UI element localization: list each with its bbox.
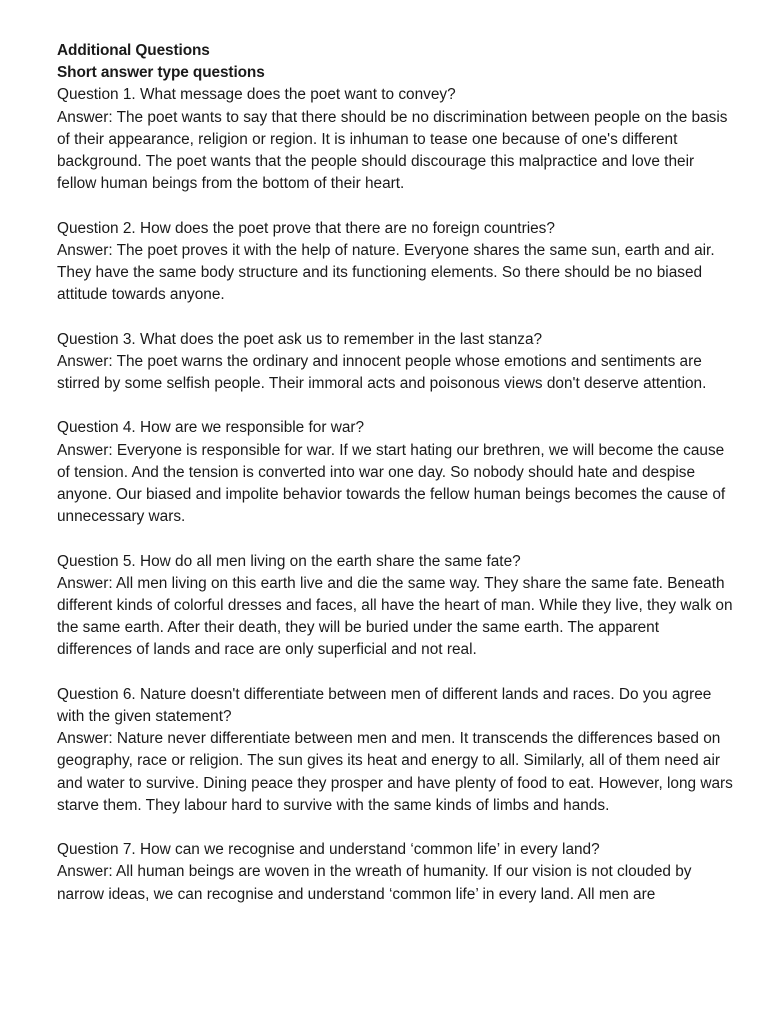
qa-item-1 — [57, 84, 737, 195]
document-title: Additional Questions — [57, 42, 210, 59]
qa-item-2 — [57, 218, 737, 307]
answer-text: Answer: The poet warns the ordinary and innocent people whose emotions and sentiments are stirred by some selfish people. Their immoral acts and poisonous views don't deserve attention. — [57, 352, 707, 393]
question-text: Question 5. How do all men living on the earth share the same fate? — [57, 552, 521, 570]
answer-text: Answer: The poet proves it with the help of nature. Everyone shares the same sun, earth and air. They have the same body structure and its functioning elements. So there should be no biased attitude towards anyone. — [57, 241, 715, 304]
question-text: Question 3. What does the poet ask us to remember in the last stanza? — [57, 330, 543, 348]
answer-text: Answer: Nature never differentiate between men and men. It transcends the differences based on geography, race or religion. The sun gives its heat and energy to all. Similarly, all of them need air and water to survive. Dining peace they prosper and have plenty of food to eat. However, long wars starve them. They labour hard to survive with the same kinds of limbs and hands. — [57, 730, 733, 814]
qa-item-6 — [57, 684, 737, 817]
answer-text: Answer: All human beings are woven in the wreath of humanity. If our vision is not clouded by narrow ideas, we can recognise and understand ‘common life’ in every land. All men are — [57, 863, 692, 903]
question-text: Question 4. How are we responsible for war? — [57, 419, 365, 437]
answer-text: Answer: The poet wants to say that there should be no discrimination between people on the basis of their appearance, religion or region. It is inhuman to tease one because of one's different background. The poet wants that the people should discourage this malpractice and love their fellow human beings from the bottom of their heart. — [57, 108, 728, 193]
question-text: Question 1. What message does the poet want to convey? — [57, 86, 456, 104]
section-subtitle: Short answer type questions — [57, 64, 265, 82]
qa-item-4 — [57, 417, 737, 528]
qa-item-5 — [57, 551, 737, 662]
question-text: Question 6. Nature doesn't differentiate between men of different lands and races. Do you agree with the given statement? — [57, 685, 712, 726]
question-text: Question 2. How does the poet prove that there are no foreign countries? — [57, 219, 555, 237]
answer-text: Answer: Everyone is responsible for war. If we start hating our brethren, we will become the cause of tension. And the tension is converted into war one day. So nobody should hate and despise anyone. Our biased and impolite behavior towards the fellow human beings becomes the cause of unnecessary wars. — [57, 441, 726, 526]
qa-item-7 — [57, 839, 737, 906]
answer-text: Answer: All men living on this earth live and die the same way. They share the same fate. Beneath different kinds of colorful dresses and faces, all have the heart of man. While they live, they walk on the same earth. After their death, they will be buried under the same earth. The apparent differences of lands and race are only superficial and not real. — [57, 574, 733, 659]
qa-item-3 — [57, 329, 737, 396]
question-text: Question 7. How can we recognise and understand ‘common life’ in every land? — [57, 841, 600, 859]
document-page — [57, 40, 737, 928]
